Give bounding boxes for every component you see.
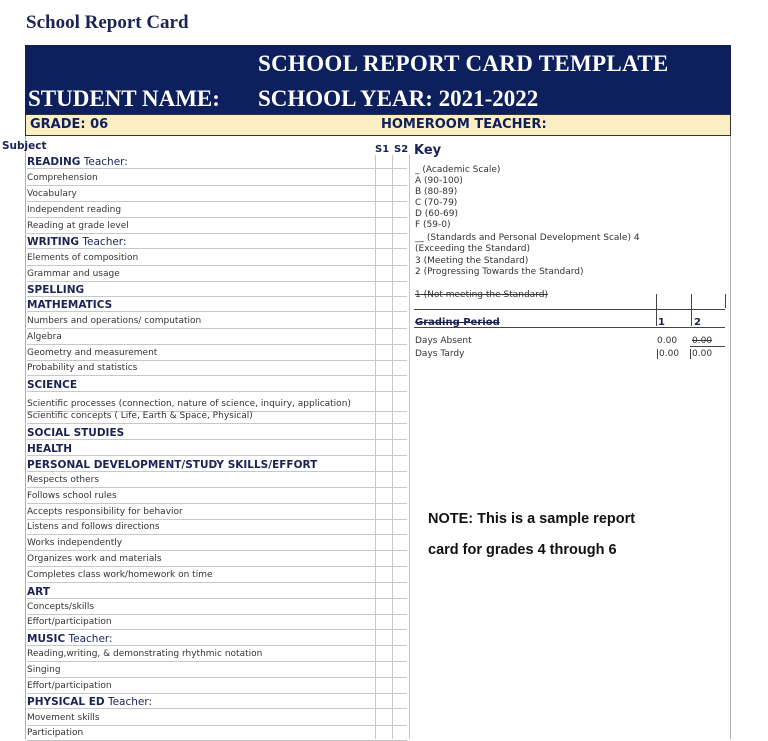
- subject-label: Follows school rules: [27, 491, 117, 501]
- grade-column-divider: [375, 155, 376, 739]
- subject-label: READING: [27, 156, 81, 168]
- subject-label: SCIENCE: [27, 379, 78, 391]
- subject-label: Effort/participation: [27, 681, 112, 691]
- grade-column-divider: [409, 155, 410, 739]
- subject-heading: [27, 696, 152, 708]
- row-rule: [27, 391, 407, 392]
- subject-row: [27, 665, 61, 675]
- subject-row: [27, 348, 157, 358]
- subject-label: Participation: [27, 728, 84, 738]
- row-rule: [27, 360, 407, 361]
- subject-label: Elements of composition: [27, 253, 139, 263]
- grade-bar: [25, 114, 731, 136]
- report-card-title: SCHOOL REPORT CARD TEMPLATE: [258, 51, 669, 76]
- key-line: (Exceeding the Standard): [415, 244, 530, 254]
- student-name-label: STUDENT NAME:: [28, 86, 220, 111]
- key-line: _ (Academic Scale): [415, 165, 501, 175]
- key-line: B (80-89): [415, 187, 458, 197]
- subject-row: [27, 189, 77, 199]
- subject-heading: [27, 299, 112, 311]
- row-rule: [27, 614, 407, 615]
- subject-label: Algebra: [27, 332, 62, 342]
- key-line: A (90-100): [415, 176, 463, 186]
- subject-heading: [27, 284, 84, 296]
- key-title: Key: [414, 143, 442, 158]
- row-rule: [27, 248, 407, 249]
- subject-row: [27, 475, 99, 485]
- subject-label: Grammar and usage: [27, 269, 120, 279]
- row-rule: [27, 598, 407, 599]
- row-rule: [27, 455, 407, 456]
- note-line-1: NOTE: This is a sample report: [428, 511, 636, 527]
- row-rule: [27, 661, 407, 662]
- subject-row: [27, 570, 213, 580]
- subject-row: [27, 205, 121, 215]
- teacher-label: Teacher:: [104, 696, 153, 708]
- key-line: F (59-0): [415, 220, 451, 230]
- days-tardy-label: Days Tardy: [415, 349, 465, 359]
- subject-label: Independent reading: [27, 205, 122, 215]
- row-rule: [27, 471, 407, 472]
- s2-column-header: S2: [394, 144, 409, 155]
- subject-heading: [27, 156, 128, 168]
- row-rule: [27, 693, 407, 694]
- subject-label: Organizes work and materials: [27, 554, 162, 564]
- row-rule: [27, 519, 407, 520]
- page-title: School Report Card: [26, 12, 189, 33]
- subject-row: [27, 411, 253, 421]
- row-rule: [27, 423, 407, 424]
- row-rule: [27, 328, 407, 329]
- row-rule: [27, 296, 407, 297]
- subject-row: [27, 269, 120, 279]
- subject-row: [27, 332, 62, 342]
- row-rule: [27, 281, 407, 282]
- subject-row: [27, 713, 100, 723]
- subject-label: Geometry and measurement: [27, 348, 158, 358]
- days-absent-period-1: 0.00: [657, 336, 678, 346]
- row-rule: [27, 725, 407, 726]
- header-banner: [25, 45, 731, 114]
- subject-label: Movement skills: [27, 713, 100, 723]
- subject-row: [27, 538, 122, 548]
- period-1-header: 1: [658, 317, 665, 328]
- row-rule: [27, 677, 407, 678]
- subject-row: [27, 363, 137, 373]
- subject-label: Probability and statistics: [27, 363, 138, 373]
- grading-period-label: Grading Period: [415, 317, 500, 328]
- subject-heading: [27, 427, 124, 439]
- subject-label: ART: [27, 586, 50, 598]
- teacher-label: Teacher:: [79, 236, 127, 248]
- days-divider: [690, 346, 725, 347]
- grade-column-divider: [392, 155, 393, 739]
- row-rule: [27, 217, 407, 218]
- subject-label: HEALTH: [27, 443, 72, 455]
- subject-row: [27, 507, 183, 517]
- row-rule: [27, 439, 407, 440]
- subject-label: MATHEMATICS: [27, 299, 113, 311]
- subject-heading: [27, 633, 113, 645]
- subject-label: Reading,writing, & demonstrating rhythmic notation: [27, 649, 263, 659]
- subject-label: SOCIAL STUDIES: [27, 427, 125, 439]
- days-tardy-period-1: 0.00: [659, 349, 680, 359]
- period-2-header: 2: [694, 317, 701, 328]
- subject-row: [27, 649, 262, 659]
- subject-label: Numbers and operations/ computation: [27, 316, 202, 326]
- subject-row: [27, 554, 162, 564]
- homeroom-teacher-label: HOMEROOM TEACHER:: [381, 117, 547, 132]
- subject-label: PERSONAL DEVELOPMENT/STUDY SKILLS/EFFORT: [27, 459, 318, 471]
- days-tardy-period-2: 0.00: [692, 349, 713, 359]
- row-rule: [27, 534, 407, 535]
- subject-label: MUSIC: [27, 633, 66, 645]
- row-rule: [27, 487, 407, 488]
- grade-label: GRADE: 06: [30, 117, 109, 132]
- row-rule: [27, 550, 407, 551]
- row-rule: [27, 582, 407, 583]
- key-line-not-meeting: 1 (Not meeting the Standard): [415, 290, 548, 300]
- subject-row: [27, 221, 129, 231]
- row-rule: [27, 265, 407, 266]
- subject-row: [27, 316, 201, 326]
- subject-row: [27, 728, 83, 738]
- subject-row: [27, 522, 160, 532]
- subject-heading: [27, 236, 126, 248]
- subject-label: Completes class work/homework on time: [27, 570, 213, 580]
- row-rule: [27, 168, 407, 169]
- subject-row: [27, 602, 94, 612]
- subject-label: Effort/participation: [27, 617, 112, 627]
- teacher-label: Teacher:: [65, 633, 113, 645]
- subject-heading: [27, 459, 317, 471]
- key-line: 3 (Meeting the Standard): [415, 256, 529, 266]
- subject-heading: [27, 379, 77, 391]
- teacher-label: Teacher:: [80, 156, 128, 168]
- subject-label: Vocabulary: [27, 189, 77, 199]
- subject-column-header: Subject: [2, 140, 47, 152]
- s1-column-header: S1: [375, 144, 390, 155]
- key-line: C (70-79): [415, 198, 458, 208]
- school-year: SCHOOL YEAR: 2021-2022: [258, 86, 539, 111]
- subject-label: Scientific processes (connection, nature of science, inquiry, application): [27, 399, 351, 409]
- row-rule: [27, 708, 407, 709]
- row-rule: [27, 185, 407, 186]
- subject-row: [27, 617, 112, 627]
- note-line-2: card for grades 4 through 6: [428, 542, 617, 558]
- subject-label: WRITING: [27, 236, 80, 248]
- row-rule: [27, 566, 407, 567]
- subject-label: PHYSICAL ED: [27, 696, 105, 708]
- subject-row: [27, 253, 138, 263]
- subject-heading: [27, 443, 72, 455]
- subject-row: [27, 491, 117, 501]
- row-rule: [27, 645, 407, 646]
- subject-label: Singing: [27, 665, 61, 675]
- subject-label: Respects others: [27, 475, 100, 485]
- subject-label: Comprehension: [27, 173, 98, 183]
- subject-row: [27, 681, 112, 691]
- subject-label: Works independently: [27, 538, 123, 548]
- row-rule: [27, 233, 407, 234]
- row-rule: [27, 344, 407, 345]
- subject-heading: [27, 586, 50, 598]
- subject-label: Concepts/skills: [27, 602, 95, 612]
- row-rule: [27, 375, 407, 376]
- subject-label: Listens and follows directions: [27, 522, 160, 532]
- key-line: D (60-69): [415, 209, 458, 219]
- subject-label: Scientific concepts ( Life, Earth & Space, Physical): [27, 411, 253, 421]
- key-line: 2 (Progressing Towards the Standard): [415, 267, 584, 277]
- subject-label: Reading at grade level: [27, 221, 129, 231]
- subject-label: SPELLING: [27, 284, 85, 296]
- row-rule: [27, 503, 407, 504]
- subject-row: [27, 173, 98, 183]
- days-absent-label: Days Absent: [415, 336, 472, 346]
- days-absent-period-2: 0.00: [692, 336, 713, 346]
- subject-row: [27, 399, 351, 409]
- subject-label: Accepts responsibility for behavior: [27, 507, 183, 517]
- row-rule: [27, 629, 407, 630]
- row-rule: [27, 311, 407, 312]
- key-line: __ (Standards and Personal Development Scale) 4: [415, 233, 640, 243]
- row-rule: [27, 201, 407, 202]
